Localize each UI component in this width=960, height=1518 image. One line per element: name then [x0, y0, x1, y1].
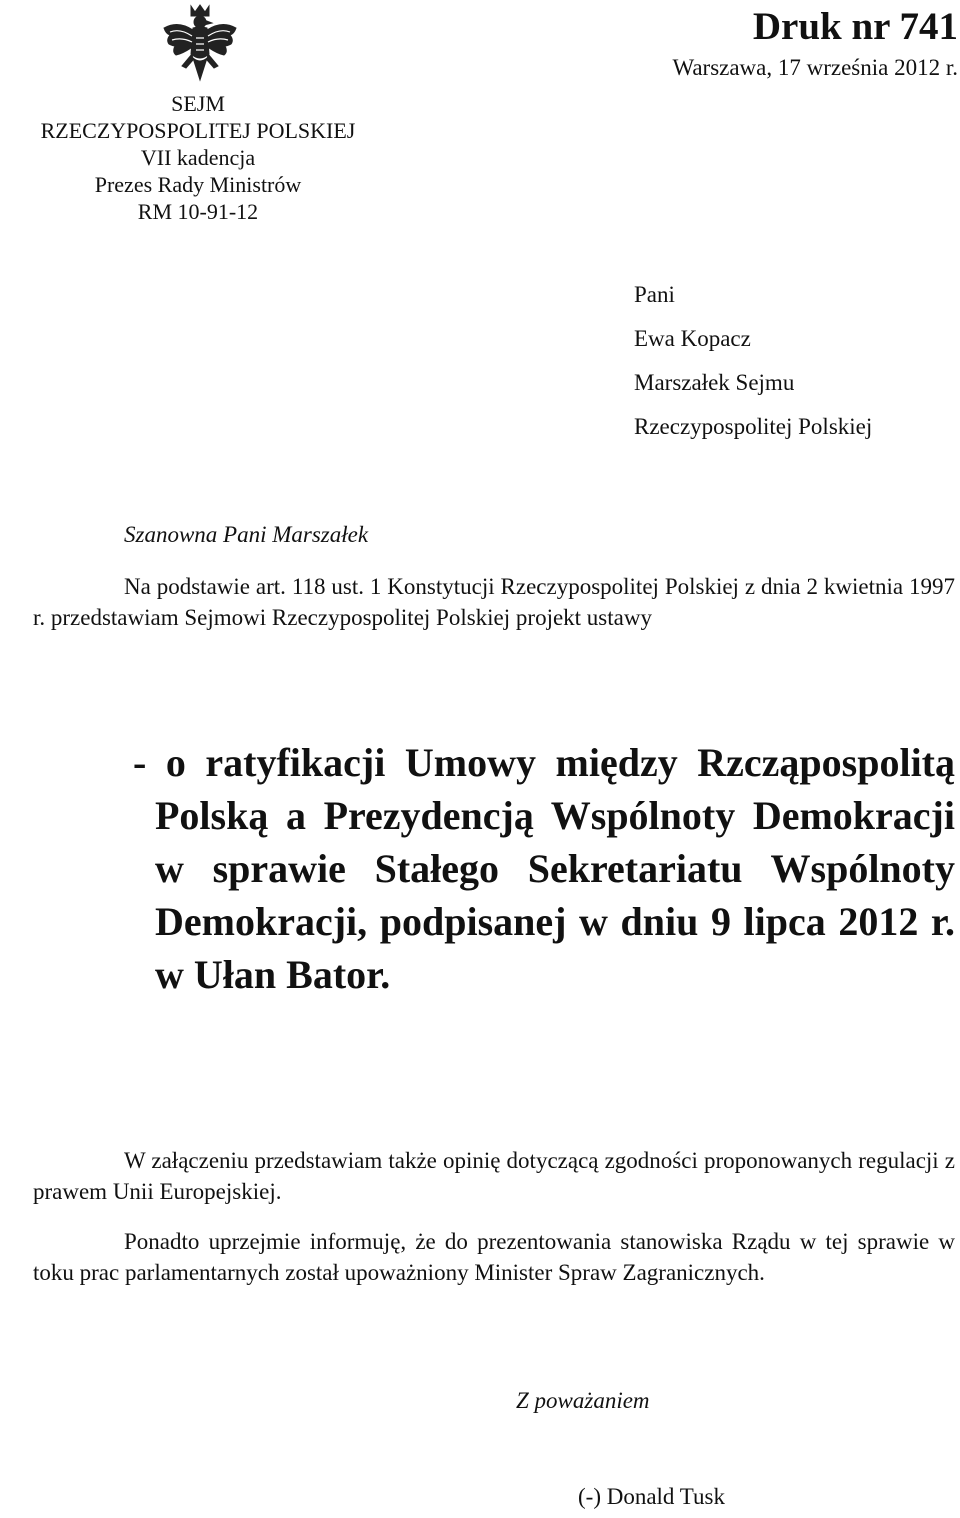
bill-title: - o ratyfikacji Umowy między Rzcząpospolitą Polską a Prezydencją Wspólnoty Demokracji w sprawie Stałego Sekretariatu Wspólnoty Demokracji, podpisanej w dniu 9 lipca 2012 r. w Ułan Bator.: [133, 740, 955, 997]
recipient-block: [634, 280, 872, 456]
sender-line-office: Prezes Rady Ministrów: [94, 172, 302, 197]
authorization-paragraph: Ponadto uprzejmie informuję, że do prezentowania stanowiska Rządu w tej sprawie w toku prac parlamentarnych został upoważniony Minister Spraw Zagranicznych.: [33, 1229, 955, 1285]
recipient-line-title: Pani: [634, 282, 675, 307]
recipient-line-country: Rzeczypospolitej Polskiej: [634, 414, 873, 439]
closing: Z poważaniem: [516, 1388, 650, 1413]
salutation: Szanowna Pani Marszałek: [124, 522, 369, 547]
recipient-line-name: Ewa Kopacz: [634, 326, 751, 351]
sender-line-reference: RM 10-91-12: [137, 199, 259, 224]
place-date: Warszawa, 17 września 2012 r.: [672, 55, 958, 80]
sender-line-term: VII kadencja: [140, 145, 256, 170]
recipient-line-position: Marszałek Sejmu: [634, 370, 795, 395]
polish-eagle-emblem-icon: [160, 2, 240, 88]
sender-line-republic: RZECZYPOSPOLITEJ POLSKIEJ: [40, 118, 356, 143]
print-number: Druk nr 741: [752, 5, 958, 48]
sender-line-sejm: SEJM: [171, 91, 225, 116]
sender-block: [0, 90, 396, 225]
intro-paragraph: Na podstawie art. 118 ust. 1 Konstytucji Rzeczypospolitej Polskiej z dnia 2 kwietnia 1997 r. przedstawiam Sejmowi Rzeczypospolitej Polskiej projekt ustawy: [33, 574, 955, 630]
signature: (-) Donald Tusk: [578, 1484, 725, 1509]
attachment-paragraph: W załączeniu przedstawiam także opinię dotyczącą zgodności proponowanych regulacji z prawem Unii Europejskiej.: [33, 1148, 955, 1204]
